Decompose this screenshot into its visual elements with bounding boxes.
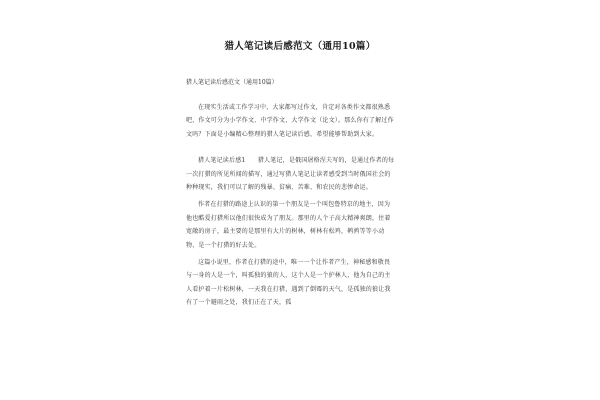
paragraph-essay-2: 作者在打猎的路途上认识的第一个朋友是一个叫包鲁特京的地主，因为他也酷爱打猎所以他们很快成为了朋友。那里的人个子高大精神爽朗，住着宽敞的房子，最主要的是那里有大片的树林，树林有松鸡，鹌鹑等等小动物，是一个打猎的好去处。 (186, 201, 391, 249)
paragraph-essay-1: 猎人笔记读后感1 猎人笔记，是俄国屠格涅夫写的，是通过作者的每一次打猎的所见所闻的描写，通过写猎人笔记让读者感受到当时俄国社会的种种现实，我们可以了解的残暴、贫痛、苦难、和农民的悲惨命运。 (186, 157, 395, 192)
document-title: 猎人笔记读后感范文（通用10篇） (224, 41, 376, 52)
paragraph-essay-3: 这篇小说里，作者在打猎的途中，唯一一个让作者产生，神秘感和敬畏与一身的人是一个，叫孤独的狼的人，这个人是一个护林人，他为自己的主人看护着一片松树林，一天我在打猎，遇到了倒霉的天气，是孤独的狼让我有了一个避雨之处，我们正在了天，孤 (186, 259, 391, 307)
paragraph-intro: 在现实生活或工作学习中，大家都写过作文，肯定对各类作文都很熟悉吧，作文可分为小学作文、中学作文、大学作文（论文）。那么你有了解过作文吗？下面是小编精心整理的猎人笔记读后感，希望能够帮助到大家。 (186, 104, 394, 138)
document-body (186, 78, 396, 310)
document-subtitle: 猎人笔记读后感范文（通用10篇） (186, 79, 278, 86)
